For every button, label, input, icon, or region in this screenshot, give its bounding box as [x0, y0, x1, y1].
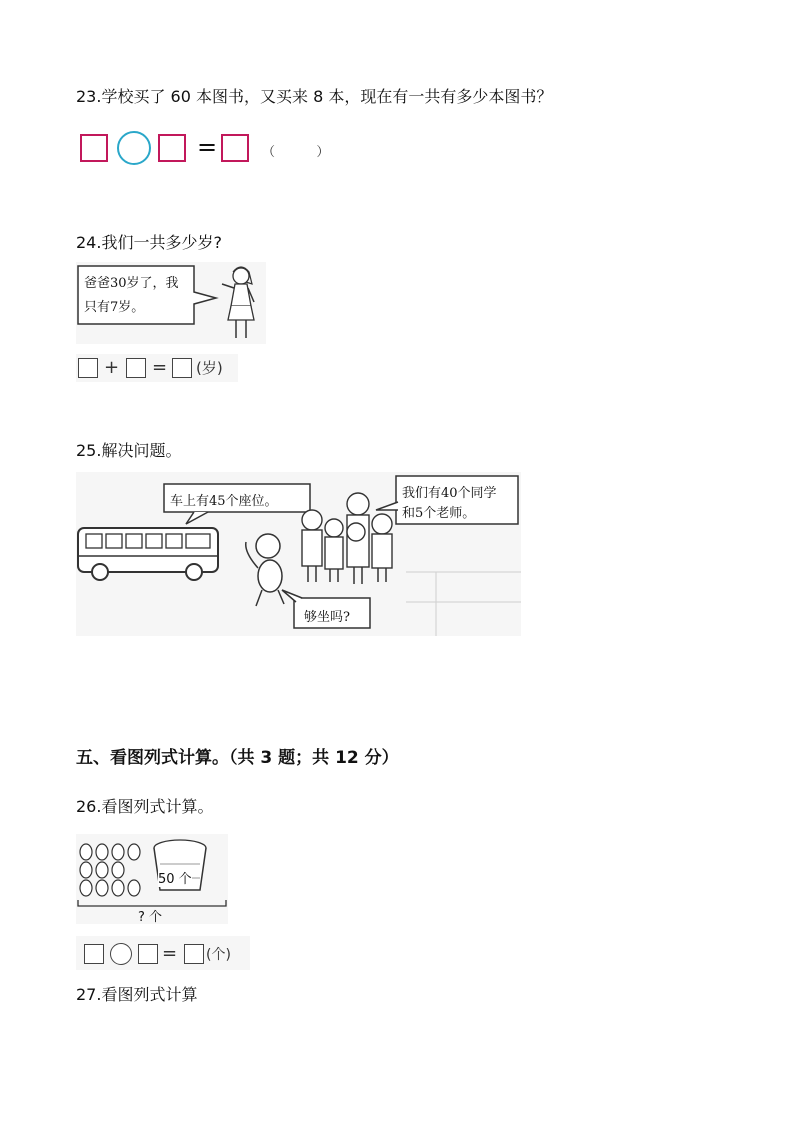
group-speech-line2: 和5个老师。 [402, 506, 476, 521]
monkey-speech-text: 够坐吗? [304, 610, 350, 625]
section-5-title: 五、看图列式计算。（共 3 题；共 12 分） [76, 748, 399, 768]
plus-sign: + [104, 357, 120, 378]
q25-illustration [76, 472, 521, 636]
equals-sign: = [152, 357, 168, 378]
q24-unit: (岁) [196, 359, 223, 377]
q24-speech-line2: 只有7岁。 [84, 300, 145, 315]
equals-sign: = [162, 943, 178, 964]
answer-box-result[interactable] [221, 134, 249, 162]
question-27-title: 27.看图列式计算 [76, 985, 198, 1004]
question-25-title: 25.解决问题。 [76, 441, 182, 460]
q26-box-result[interactable] [184, 944, 204, 964]
q24-box-2[interactable] [126, 358, 146, 378]
unit-paren: （ ） [262, 145, 330, 160]
bus-speech-text: 车上有45个座位。 [170, 494, 278, 509]
q26-unit: (个) [206, 947, 231, 963]
q24-speech-line1: 爸爸30岁了，我 [84, 276, 179, 291]
q24-box-result[interactable] [172, 358, 192, 378]
q26-box-2[interactable] [138, 944, 158, 964]
answer-box-1[interactable] [80, 134, 108, 162]
basket-label: 50 个 [158, 868, 192, 887]
answer-box-2[interactable] [158, 134, 186, 162]
q24-illustration [76, 262, 266, 344]
question-26-title: 26.看图列式计算。 [76, 797, 214, 816]
q26-box-1[interactable] [84, 944, 104, 964]
equals-sign: = [197, 133, 218, 161]
question-23-title: 23.学校买了 60 本图书，又买来 8 本，现在有一共有多少本图书？ [76, 87, 553, 106]
q26-operator-circle[interactable] [110, 943, 132, 965]
group-speech-line1: 我们有40个同学 [402, 486, 497, 501]
q24-box-1[interactable] [78, 358, 98, 378]
question-24-title: 24.我们一共多少岁? [76, 233, 222, 252]
total-label: ? 个 [138, 910, 163, 925]
operator-circle[interactable] [117, 131, 151, 165]
q26-illustration [76, 834, 228, 924]
